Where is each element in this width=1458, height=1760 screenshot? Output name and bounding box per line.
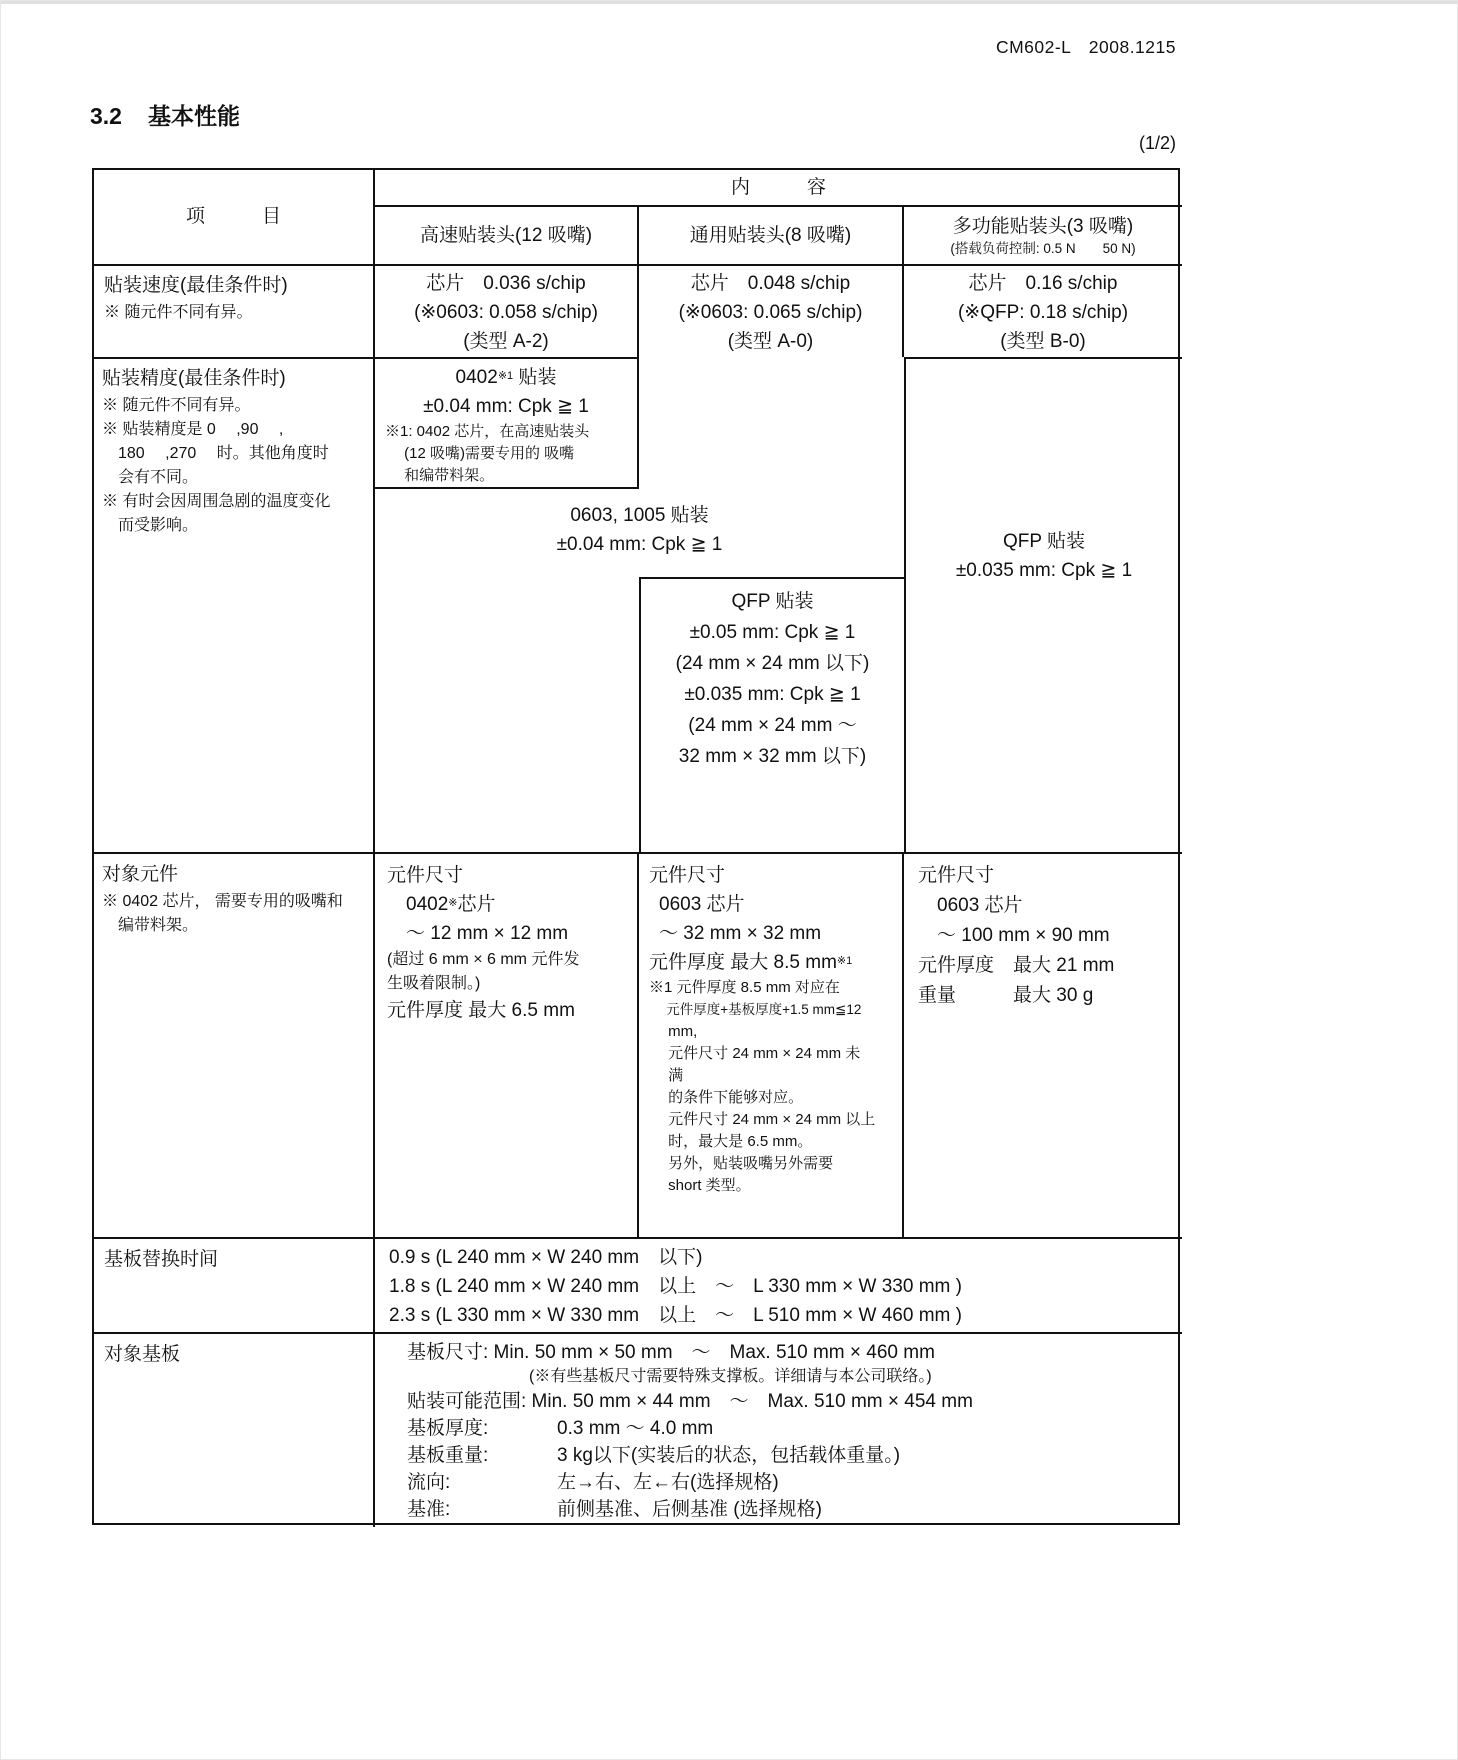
accuracy-note: ※ 贴装精度是 0 ,90 , [102,421,284,438]
board-spec-value: 前侧基准、后侧基准 (选择规格) [557,1499,822,1520]
board-subnote: (※有些基板尺寸需要特殊支撑板。详细请与本公司联络。) [529,1368,932,1385]
components-footnote: ※1 元件厚度 8.5 mm 对应在 [649,979,840,996]
accuracy-note: 180 ,270 时。其他角度时 [102,445,329,462]
board-line: 贴装可能范围: Min. 50 mm × 44 mm ～ Max. 510 mm × 454 mm [407,1391,973,1412]
components-footnote: 的条件下能够对应。 [649,1089,804,1106]
accuracy-0402-footnote: (12 吸嘴)需要专用的 吸嘴 [385,445,575,462]
exchange-line: 1.8 s (L 240 mm × W 240 mm 以上 ～ L 330 mm × W 330 mm ) [389,1276,962,1297]
speed-line: (※0603: 0.065 s/chip) [678,302,863,323]
accuracy-multi-line: ±0.035 mm: Cpk ≧ 1 [955,560,1133,581]
cell-speed-general [639,264,904,357]
accuracy-0402-title [375,363,637,392]
accuracy-qfp-line: ±0.035 mm: Cpk ≧ 1 [684,684,861,705]
exchange-label: 基板替换时间 [104,1249,219,1270]
board-spec-row [407,1415,1182,1442]
doc-reference: CM602-L 2008.1215 [995,37,1176,57]
accuracy-note: 而受影响。 [102,517,199,534]
multifunction-head-sub: (搭载负荷控制: 0.5 N 50 N) [950,240,1136,256]
accuracy-multi-line: QFP 贴装 [1003,531,1085,552]
section-number: 3.2 [90,103,122,129]
speed-line: (类型 B-0) [1000,331,1086,352]
components-line: ～ 12 mm × 12 mm [387,923,569,944]
components-footnote: 元件厚度+基板厚度+1.5 mm≦12 [649,1002,862,1017]
accuracy-note: ※ 有时会因周围急剧的温度变化 [102,493,331,510]
board-spec-label: 基板重量: [407,1445,489,1466]
page-indicator: (1/2) [1138,133,1176,153]
accuracy-0402-title-base: 0402 [455,367,498,388]
speed-line: (※0603: 0.058 s/chip) [414,302,598,323]
components-footnote: short 类型。 [649,1177,751,1194]
header-cell-content [375,170,1182,207]
components-line [649,948,898,977]
board-spec-value: 3 kg以下(实装后的状态，包括载体重量。) [557,1445,901,1466]
speed-line: (类型 A-2) [463,331,549,352]
accuracy-0402-footnote: ※1: 0402 芯片，在高速贴装头 [385,423,590,440]
multifunction-head-label: 多功能贴装头(3 吸嘴) [952,215,1134,237]
accuracy-0603-line: 0603, 1005 贴装 [570,505,709,526]
board-spec-row [407,1469,1182,1496]
accuracy-qfp-line: (24 mm × 24 mm 以下) [675,653,870,674]
components-footnote: 时，最大是 6.5 mm。 [649,1133,813,1150]
header-cell-item [94,170,375,264]
components-note: ※ 0402 芯片， 需要专用的吸嘴和 [102,893,343,910]
cell-components-multifunction [904,852,1182,1237]
accuracy-qfp-line: 32 mm × 32 mm 以下) [678,746,867,767]
components-line: 元件尺寸 [387,865,464,886]
section-title-text: 基本性能 [147,103,240,129]
cell-speed-multifunction [904,264,1182,357]
components-line: 元件尺寸 [918,865,995,886]
components-subnote: (超过 6 mm × 6 mm 元件发 [387,951,580,968]
cell-exchange-times [375,1237,1182,1332]
components-line: ～ 32 mm × 32 mm [659,923,822,944]
row-label-speed [94,264,375,357]
components-footnote: 元件尺寸 24 mm × 24 mm 未 [649,1045,861,1062]
row-label-accuracy [94,357,375,852]
components-line: 元件厚度 最大 6.5 mm [387,1000,575,1021]
row-label-board [94,1332,375,1527]
components-note: 编带料架。 [102,917,199,934]
cell-accuracy-0402-box [375,357,639,489]
components-line: 0603 芯片 [659,894,745,915]
cell-components-highspeed [375,852,639,1237]
cell-components-general [639,852,904,1237]
board-label: 对象基板 [104,1344,181,1365]
accuracy-qfp-line: QFP 贴装 [731,591,814,612]
components-line: 重量 最大 30 g [918,985,1094,1006]
accuracy-label: 贴装精度(最佳条件时) [102,368,286,389]
footnote-marker: ※ [448,897,458,909]
spec-table [92,168,1180,1525]
exchange-line: 2.3 s (L 330 mm × W 330 mm 以上 ～ L 510 mm × W 460 mm ) [389,1305,962,1326]
header-cell-multifunction [904,207,1182,264]
row-label-components [94,852,375,1237]
highspeed-head-label: 高速贴装头(12 吸嘴) [419,224,593,246]
components-0402-rest: 芯片 [457,894,496,915]
board-spec-row [407,1442,1182,1469]
content-header-label: 内 容 [730,176,826,198]
speed-note: ※ 随元件不同有异。 [104,304,253,321]
speed-line: 芯片 0.16 s/chip [968,273,1118,294]
components-label: 对象元件 [102,864,179,885]
board-spec-value: 左→右、左←右(选择规格) [557,1472,779,1493]
accuracy-0402-title-rest: 贴装 [513,367,557,388]
board-spec-label: 基准: [407,1499,451,1520]
components-line: 元件厚度 最大 21 mm [918,955,1115,976]
components-footnote: 另外，贴装吸嘴另外需要 [649,1155,834,1172]
speed-line: 芯片 0.048 s/chip [690,273,851,294]
header-cell-general [639,207,904,264]
components-subnote: 生吸着限制。) [387,975,481,992]
components-footnote: 满 [649,1067,684,1084]
components-thickness-base: 元件厚度 最大 8.5 mm [649,952,837,973]
components-footnote: 元件尺寸 24 mm × 24 mm 以上 [649,1111,876,1128]
speed-line: (类型 A-0) [727,331,814,352]
cell-speed-highspeed [375,264,639,357]
row-label-exchange [94,1237,375,1332]
accuracy-0603-line: ±0.04 mm: Cpk ≧ 1 [556,534,723,555]
components-line [387,890,631,919]
board-spec-row [407,1496,1182,1523]
board-spec-label: 基板厚度: [407,1418,489,1439]
accuracy-0402-footnote: 和编带料架。 [385,467,495,484]
board-spec-label: 流向: [407,1472,451,1493]
speed-label: 贴装速度(最佳条件时) [104,275,288,296]
speed-line: (※QFP: 0.18 s/chip) [957,302,1129,323]
accuracy-qfp-line: (24 mm × 24 mm ～ [688,715,857,736]
header-cell-highspeed [375,207,639,264]
item-header-label: 项 目 [185,206,281,227]
accuracy-qfp-line: ±0.05 mm: Cpk ≧ 1 [689,622,856,643]
general-head-label: 通用贴装头(8 吸嘴) [689,224,852,246]
components-line: ～ 100 mm × 90 mm [918,925,1110,946]
exchange-line: 0.9 s (L 240 mm × W 240 mm 以下) [389,1247,703,1268]
speed-line: 芯片 0.036 s/chip [426,273,586,294]
cell-accuracy-multifunction [904,357,1182,852]
cell-accuracy-qfp-box [639,577,904,852]
cell-accuracy-0603-band [375,489,904,577]
components-line: 元件尺寸 [649,865,726,886]
components-0402-base: 0402 [387,894,449,915]
accuracy-note: ※ 随元件不同有异。 [102,397,251,414]
footnote-marker: ※1 [497,370,514,382]
accuracy-0402-value: ±0.04 mm: Cpk ≧ 1 [423,396,589,417]
section-title [90,98,240,131]
board-spec-value: 0.3 mm ～ 4.0 mm [557,1418,714,1439]
components-footnote: mm, [649,1023,698,1040]
footnote-marker: ※1 [836,955,853,967]
accuracy-note: 会有不同。 [102,469,199,486]
board-line: 基板尺寸: Min. 50 mm × 50 mm ～ Max. 510 mm × 460 mm [407,1342,935,1363]
cell-board-specs [375,1332,1182,1527]
components-line: 0603 芯片 [918,895,1023,916]
